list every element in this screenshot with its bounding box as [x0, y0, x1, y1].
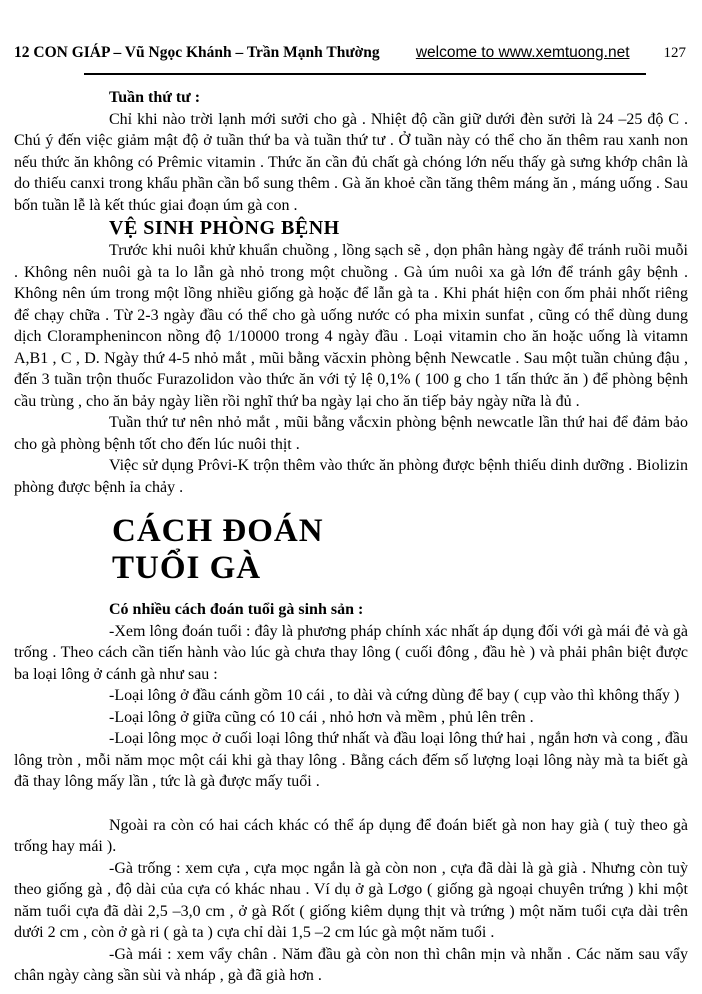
- chapter-title-line-2: TUỔI GÀ: [112, 550, 262, 586]
- hygiene-paragraph-1: Trước khi nuôi khử khuẩn chuồng , lồng sạch sẽ , dọn phân hàng ngày để tránh ruồi muỗi . Không nên nuôi gà ta lo lẫn gà nhỏ trong một chuồng . Gà úm nuôi xa gà lớn để tránh gây bệnh . Không nên úm trong một lồng nhiều giống gà hoặc để lẫn gà ta . Khi phát hiện con ốm phải nhốt riêng để chạy chữa . Từ 2-3 ngày đầu có thể cho gà uống nước có pha mixin sunfat , cũng có thể dùng dung dịch Cloramphenincon nồng độ 1/10000 trong 4 ngày đầu . Loại vitamin cho ăn hoặc uống là vitamn A,B1 , C , D. Ngày thứ 4-5 nhỏ mắt , mũi bằng văcxin phòng bệnh Newcatle . Sau một tuần chủng đậu , đến 3 tuần trộn thuốc Furazolidon vào thức ăn với tỷ lệ 0,1% ( 100 g cho 1 tấn thức ăn ) để phòng bệnh cầu trùng , cho ăn bảy ngày liền rồi nghĩ thứ ba ngày lại cho ăn tiếp bảy ngày nữa là đủ .: [14, 242, 688, 410]
- hygiene-paragraph-2: Tuần thứ tư nên nhỏ mắt , mũi bằng vắcxin phòng bệnh newcatle lần thứ hai để đảm bảo cho gà phòng bệnh tốt cho đến lúc nuôi thịt .: [14, 414, 688, 453]
- page-body: [0, 75, 702, 987]
- aging-paragraph-feathers: -Xem lông đoán tuổi : đây là phương pháp chính xác nhất áp dụng đối với gà mái đẻ và gà trống . Theo cách cần tiến hành vào lúc gà chưa thay lông ( cuối đông , đầu hè ) và phải phân biệt được ba loại lông ở cánh gà như sau :: [14, 622, 688, 683]
- page-header: [0, 0, 702, 62]
- aging-paragraph-feather-type-2: -Loại lông ở giữa cũng có 10 cái , nhỏ hơn và mềm , phủ lên trên .: [109, 708, 534, 726]
- aging-paragraph-rooster: -Gà trống : xem cựa , cựa mọc ngắn là gà còn non , cựa đã dài là gà già . Nhưng còn tuỳ theo giống gà , độ dài của cựa có khác nhau . Ví dụ ở gà Lơgo ( giống gà ngoại chuyên trứng ) khi một năm tuổi cựa đã dài 2,5 –3,0 cm , ở gà Rốt ( giống kiêm dụng thịt và trứng ) một năm tuổi cựa dài trên dưới 2 cm , còn ở gà ri ( gà ta ) cựa chỉ dài 1,5 –2 cm lúc gà một năm tuổi .: [14, 859, 688, 941]
- aging-paragraph-feather-type-1: -Loại lông ở đầu cánh gồm 10 cái , to dài và cứng dùng để bay ( cụp vào thì không thấy ): [109, 687, 680, 704]
- week4-subheading: Tuần thứ tư :: [109, 89, 201, 106]
- site-link[interactable]: welcome to www.xemtuong.net: [415, 44, 630, 61]
- aging-paragraph-feather-type-3: -Loại lông mọc ở cuối loại lông thứ nhất và đầu loại lông thứ hai , ngắn hơn và cong , đầu lông tròn , mỗi năm mọc một cái khi gà thay lông . Bằng cách đếm số lượng loại lông này mà ta biết gà đã thay lông mấy lần , tức là gà được mấy tuổi .: [14, 730, 688, 790]
- aging-subheading: Có nhiều cách đoán tuổi gà sinh sản :: [109, 601, 364, 618]
- chapter-title: [112, 513, 688, 587]
- aging-paragraph-hen: -Gà mái : xem vẩy chân . Năm đầu gà còn non thì chân mịn và nhẵn . Các năm sau vẩy chân ngày càng sần sùi và nháp , gà đã già hơn .: [14, 945, 688, 984]
- page-number: 127: [663, 45, 686, 61]
- book-title: 12 CON GIÁP – Vũ Ngọc Khánh – Trần Mạnh Thường: [14, 44, 380, 61]
- week4-paragraph: Chỉ khi nào trời lạnh mới sưởi cho gà . Nhiệt độ cần giữ dưới đèn sưởi là 24 –25 độ C . Chú ý đến việc giảm mật độ ở tuần thứ ba và tuần thứ tư . Ở tuần này có thể cho ăn thêm rau xanh non nếu thức ăn không có Prêmic vitamin . Thức ăn cần đủ chất gà chóng lớn nếu thấy gà sưng khớp chân là do thiếu canxi trong khẩu phần cần bổ sung thêm . Gà ăn khoẻ cần tăng thêm máng ăn , máng uống . Sau bốn tuần lễ là kết thúc giai đoạn úm gà con .: [14, 110, 688, 214]
- chapter-title-line-1: CÁCH ĐOÁN: [112, 513, 324, 549]
- hygiene-paragraph-3: Việc sử dụng Prôvi-K trộn thêm vào thức ăn phòng được bệnh thiếu dinh dưỡng . Biolizin phòng được bệnh ỉa chảy .: [14, 457, 688, 496]
- hygiene-section-heading: VỆ SINH PHÒNG BỆNH: [109, 217, 340, 239]
- aging-paragraph-other-methods: Ngoài ra còn có hai cách khác có thể áp dụng để đoán biết gà non hay già ( tuỳ theo gà trống hay mái ).: [14, 816, 688, 855]
